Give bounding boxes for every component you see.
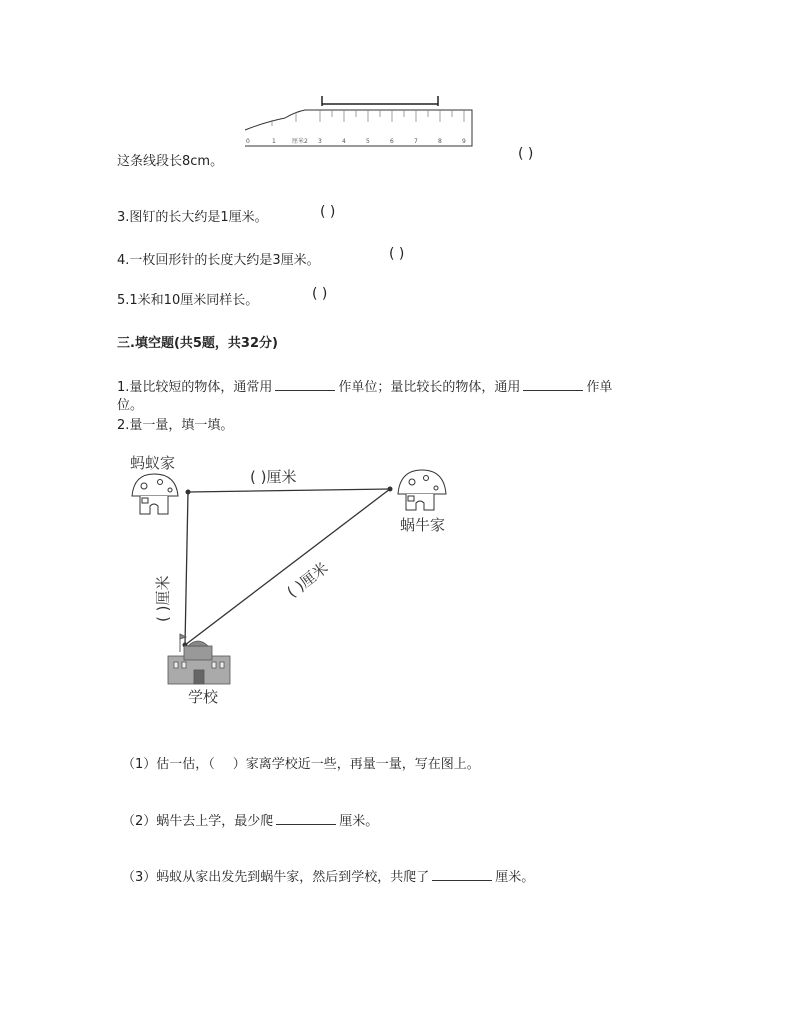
- ruler-label: 8: [438, 138, 442, 145]
- sub-q1: （1）估一估，（ ）家离学校近一些，再量一量，写在图上。: [122, 757, 480, 772]
- sub-q3-blank[interactable]: [432, 866, 492, 881]
- judge-q4-text: 4.一枚回形针的长度大约是3厘米。: [117, 253, 320, 268]
- ant-home-label: 蚂蚁家: [130, 454, 176, 472]
- ruler-label: 5: [366, 138, 370, 145]
- sub-q2-blank[interactable]: [276, 810, 336, 825]
- ruler-label: 4: [342, 138, 346, 145]
- ruler-label: 1: [272, 138, 276, 145]
- school-icon: [168, 634, 230, 684]
- snail-home-label: 蜗牛家: [400, 516, 446, 534]
- left-distance-label: ( )厘米: [154, 575, 172, 622]
- ruler-label: 3: [318, 138, 322, 145]
- ant-to-school-line: [185, 492, 188, 645]
- school-label: 学校: [188, 688, 219, 706]
- fill-q1-line2: 位。: [117, 398, 144, 413]
- fill-q1-blank-2[interactable]: [523, 376, 583, 391]
- ruler-ticks: [272, 110, 464, 126]
- fill-q2-title: 2.量一量，填一填。: [117, 418, 234, 433]
- judge-q2-answer[interactable]: ( ): [518, 146, 534, 162]
- judge-q5-text: 5.1米和10厘米同样长。: [117, 293, 259, 308]
- snail-home-icon: [398, 470, 446, 510]
- ant-to-snail-line: [188, 489, 390, 492]
- section-title: 三.填空题(共5题，共32分): [117, 336, 278, 351]
- sub-q3: （3）蚂蚁从家出发先到蜗牛家，然后到学校，共爬了 厘米。: [122, 866, 534, 885]
- judge-q4-answer[interactable]: ( ): [389, 246, 405, 262]
- ruler-figure: [240, 92, 480, 152]
- diagonal-distance-label: ( )厘米: [283, 558, 332, 602]
- ant-home-icon: [132, 474, 178, 514]
- top-distance-label: ( )厘米: [250, 468, 297, 486]
- ruler-label: 厘米2: [292, 138, 308, 145]
- ruler-label: 7: [414, 138, 418, 145]
- judge-q5-answer[interactable]: ( ): [312, 286, 328, 302]
- judge-q2-text: 这条线段长8cm。: [117, 154, 224, 169]
- ruler-label: 0: [246, 138, 250, 145]
- judge-q3-text: 3.图钉的长大约是1厘米。: [117, 210, 268, 225]
- judge-q3-answer[interactable]: ( ): [320, 204, 336, 220]
- ruler-label: 9: [462, 138, 466, 145]
- fill-q1-line1: 1.量比较短的物体，通常用 作单位；量比较长的物体，通用 作单: [117, 376, 612, 395]
- ruler-label: 6: [390, 138, 394, 145]
- distance-diagram: [120, 448, 460, 713]
- fill-q1-blank-1[interactable]: [275, 376, 335, 391]
- snail-to-school-line: [185, 489, 390, 645]
- sub-q2: （2）蜗牛去上学，最少爬 厘米。: [122, 810, 378, 829]
- measured-segment: [322, 96, 438, 106]
